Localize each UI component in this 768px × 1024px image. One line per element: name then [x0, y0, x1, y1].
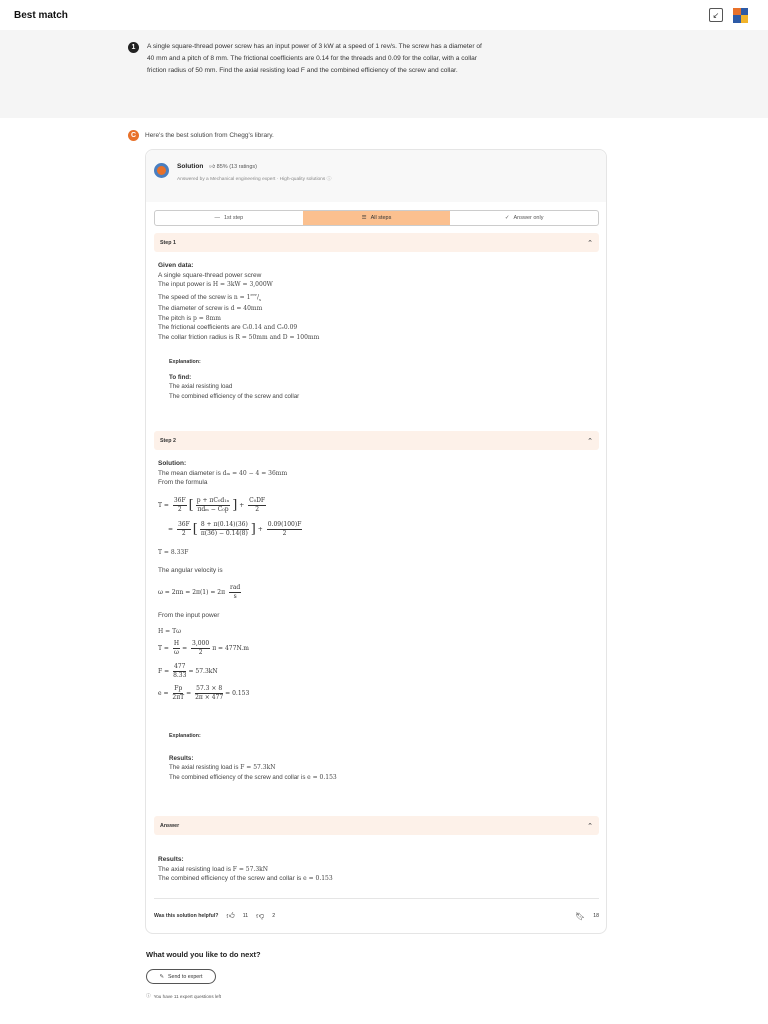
chevron-up-icon[interactable]: ⌃	[587, 437, 593, 445]
send-to-expert-button[interactable]	[146, 969, 216, 984]
expert-icon: ✎	[159, 973, 164, 980]
check-icon: ✓	[504, 215, 510, 221]
given-line: The speed of the screw is $n = 1^{rev}/_s$	[158, 291, 262, 302]
chevron-up-icon[interactable]: ⌃	[587, 822, 593, 830]
dash-icon: —	[214, 215, 220, 221]
step-1-explanation	[169, 358, 299, 401]
step-2-explanation	[169, 732, 337, 782]
rating-value: 85% (13 ratings)	[216, 163, 258, 170]
solution-header	[146, 150, 606, 202]
step-label: Step 2	[160, 437, 176, 444]
efficiency-eq: e = $\frac{Fp}{2\pi T}$ = $\frac{57.3 \times 8}{2\pi \times 477}$ = 0.153	[158, 685, 250, 701]
step-2-intro	[158, 459, 287, 488]
find-line: The axial resisting load	[169, 383, 233, 391]
torque-result: T = 8.33F	[158, 549, 189, 556]
result-line: The axial resisting load is F = 57.3kN	[169, 764, 276, 772]
tab-label: 1st step	[223, 215, 244, 221]
given-line: The pitch is p = 8mm	[158, 314, 221, 322]
top-bar	[0, 0, 768, 30]
step-1-given	[158, 261, 319, 342]
bookmark-count: 18	[593, 913, 599, 919]
button-label: Send to expert	[168, 973, 203, 980]
answer-header[interactable]	[154, 816, 599, 835]
result-line: The combined efficiency of the screw and collar is e = 0.153	[169, 773, 337, 781]
solution-title: Solution	[177, 163, 204, 170]
app-logo-icon	[733, 8, 748, 23]
solution-card	[145, 149, 607, 934]
thumbs-down-icon[interactable]: 👎︎	[256, 911, 265, 920]
feedback-question: Was this solution helpful?	[154, 913, 219, 919]
given-line: The diameter of screw is d = 40mm	[158, 305, 263, 313]
tab-label: All steps	[370, 215, 392, 221]
thumbs-up-icon[interactable]: 👍︎	[226, 911, 235, 920]
feedback-row	[154, 911, 599, 921]
next-actions	[146, 950, 261, 999]
expert-avatar	[154, 163, 169, 178]
rating-label: 👍︎ 85% (13 ratings)	[209, 163, 258, 170]
angular-text: The angular velocity is	[158, 567, 223, 574]
find-line: The combined efficiency of the screw and collar	[169, 392, 300, 400]
step-label: Step 1	[160, 239, 176, 246]
given-line: The collar friction radius is R = 50mm and D = 100mm	[158, 333, 320, 341]
chegg-c-icon: C	[128, 130, 139, 141]
tab-all-steps[interactable]	[303, 211, 451, 225]
solution-subtitle	[177, 175, 331, 182]
chevron-up-icon[interactable]: ⌃	[587, 239, 593, 247]
list-icon: ☰	[361, 215, 367, 221]
given-line: The frictional coefficients are Cₜ0.14 and Cₑ0.09	[158, 324, 298, 332]
divider	[154, 898, 599, 899]
input-power-text: From the input power	[158, 612, 220, 619]
explanation-label: Explanation:	[169, 359, 201, 365]
find-heading: To find:	[169, 373, 192, 381]
solution-heading: Solution:	[158, 460, 187, 467]
torque-formula-line2: = $\frac{36F}{2}$ [ $\frac{8 + \pi(0.14)(36)}{\pi(36) - 0.14(8)}$ ] + $\frac{0.09(100)F}{2}$	[168, 521, 302, 537]
result-line: The combined efficiency of the screw and collar is e = 0.153	[158, 875, 333, 882]
collapse-icon[interactable]: ↙	[709, 8, 723, 22]
angular-velocity-eq: ω = 2πn = 2π(1) = 2π $\frac{\text{rad}}{s}$	[158, 584, 241, 600]
intro-line	[0, 118, 768, 141]
note-text: You have 11 expert questions left	[153, 993, 222, 999]
question-number: 1	[128, 42, 139, 53]
given-heading: Given data:	[158, 262, 194, 269]
tab-first-step[interactable]	[155, 211, 303, 225]
question-text: A single square-thread power screw has an input power of 3 kW at a speed of 1 rev/s. The screw has a diameter of 40 mm and a pitch of 8 mm. The frictional coefficients are 0.14 for the threads and 0.09 for the collar, with a collar friction radius of 50 mm. Find the axial resisting load F and the combined efficiency of the screw and collar.	[147, 43, 482, 75]
intro-text: Here's the best solution from Chegg's library.	[145, 132, 274, 139]
results-heading: Results:	[169, 754, 194, 762]
torque-eq: T = $\frac{H}{\omega}$ = $\frac{3,000}{2}$ π = 477N.m	[158, 640, 249, 656]
given-line: The input power is H = 3kW = 3,000W	[158, 281, 273, 288]
power-eq: H = Tω	[158, 628, 181, 635]
question-panel	[0, 30, 768, 118]
force-eq: F = $\frac{477}{8.33}$ = 57.3kN	[158, 663, 218, 679]
tab-answer-only[interactable]	[450, 211, 598, 225]
explanation-label: Explanation:	[169, 733, 201, 739]
torque-formula-line1: T = $\frac{36F}{2}$ [ $\frac{\text{p + πC₀d₁ₙ}}{\text{πdₘ − C₀p}}$ ] + $\frac{\text{C₀DF}}{2}$	[158, 497, 266, 513]
info-icon[interactable]: ⓘ	[326, 177, 332, 182]
subtitle-text: Answered by a Mechanical engineering expert · High-quality solutions	[177, 177, 326, 182]
formula-text: From the formula	[158, 479, 208, 486]
answer-label: Answer	[160, 822, 180, 829]
tab-label: Answer only	[513, 215, 544, 221]
top-actions	[709, 8, 748, 23]
bookmark-icon[interactable]: 🔖︎	[575, 911, 586, 921]
results-heading: Results:	[158, 856, 184, 863]
result-line: The axial resisting load is F = 57.3kN	[158, 865, 269, 873]
view-tabs	[154, 210, 599, 226]
questions-left-note	[146, 993, 261, 999]
page-title: Best match	[14, 9, 68, 21]
answer-body	[158, 855, 333, 884]
step-2-header[interactable]	[154, 431, 599, 450]
given-line: A single square-thread power screw	[158, 271, 262, 279]
next-title: What would you like to do next?	[146, 950, 261, 959]
dislike-count: 2	[272, 913, 276, 919]
info-icon: ⓘ	[146, 993, 151, 998]
step-1-header[interactable]	[154, 233, 599, 252]
like-count: 11	[242, 913, 249, 919]
mean-diameter-line: The mean diameter is dₘ = 40 − 4 = 36mm	[158, 469, 288, 477]
